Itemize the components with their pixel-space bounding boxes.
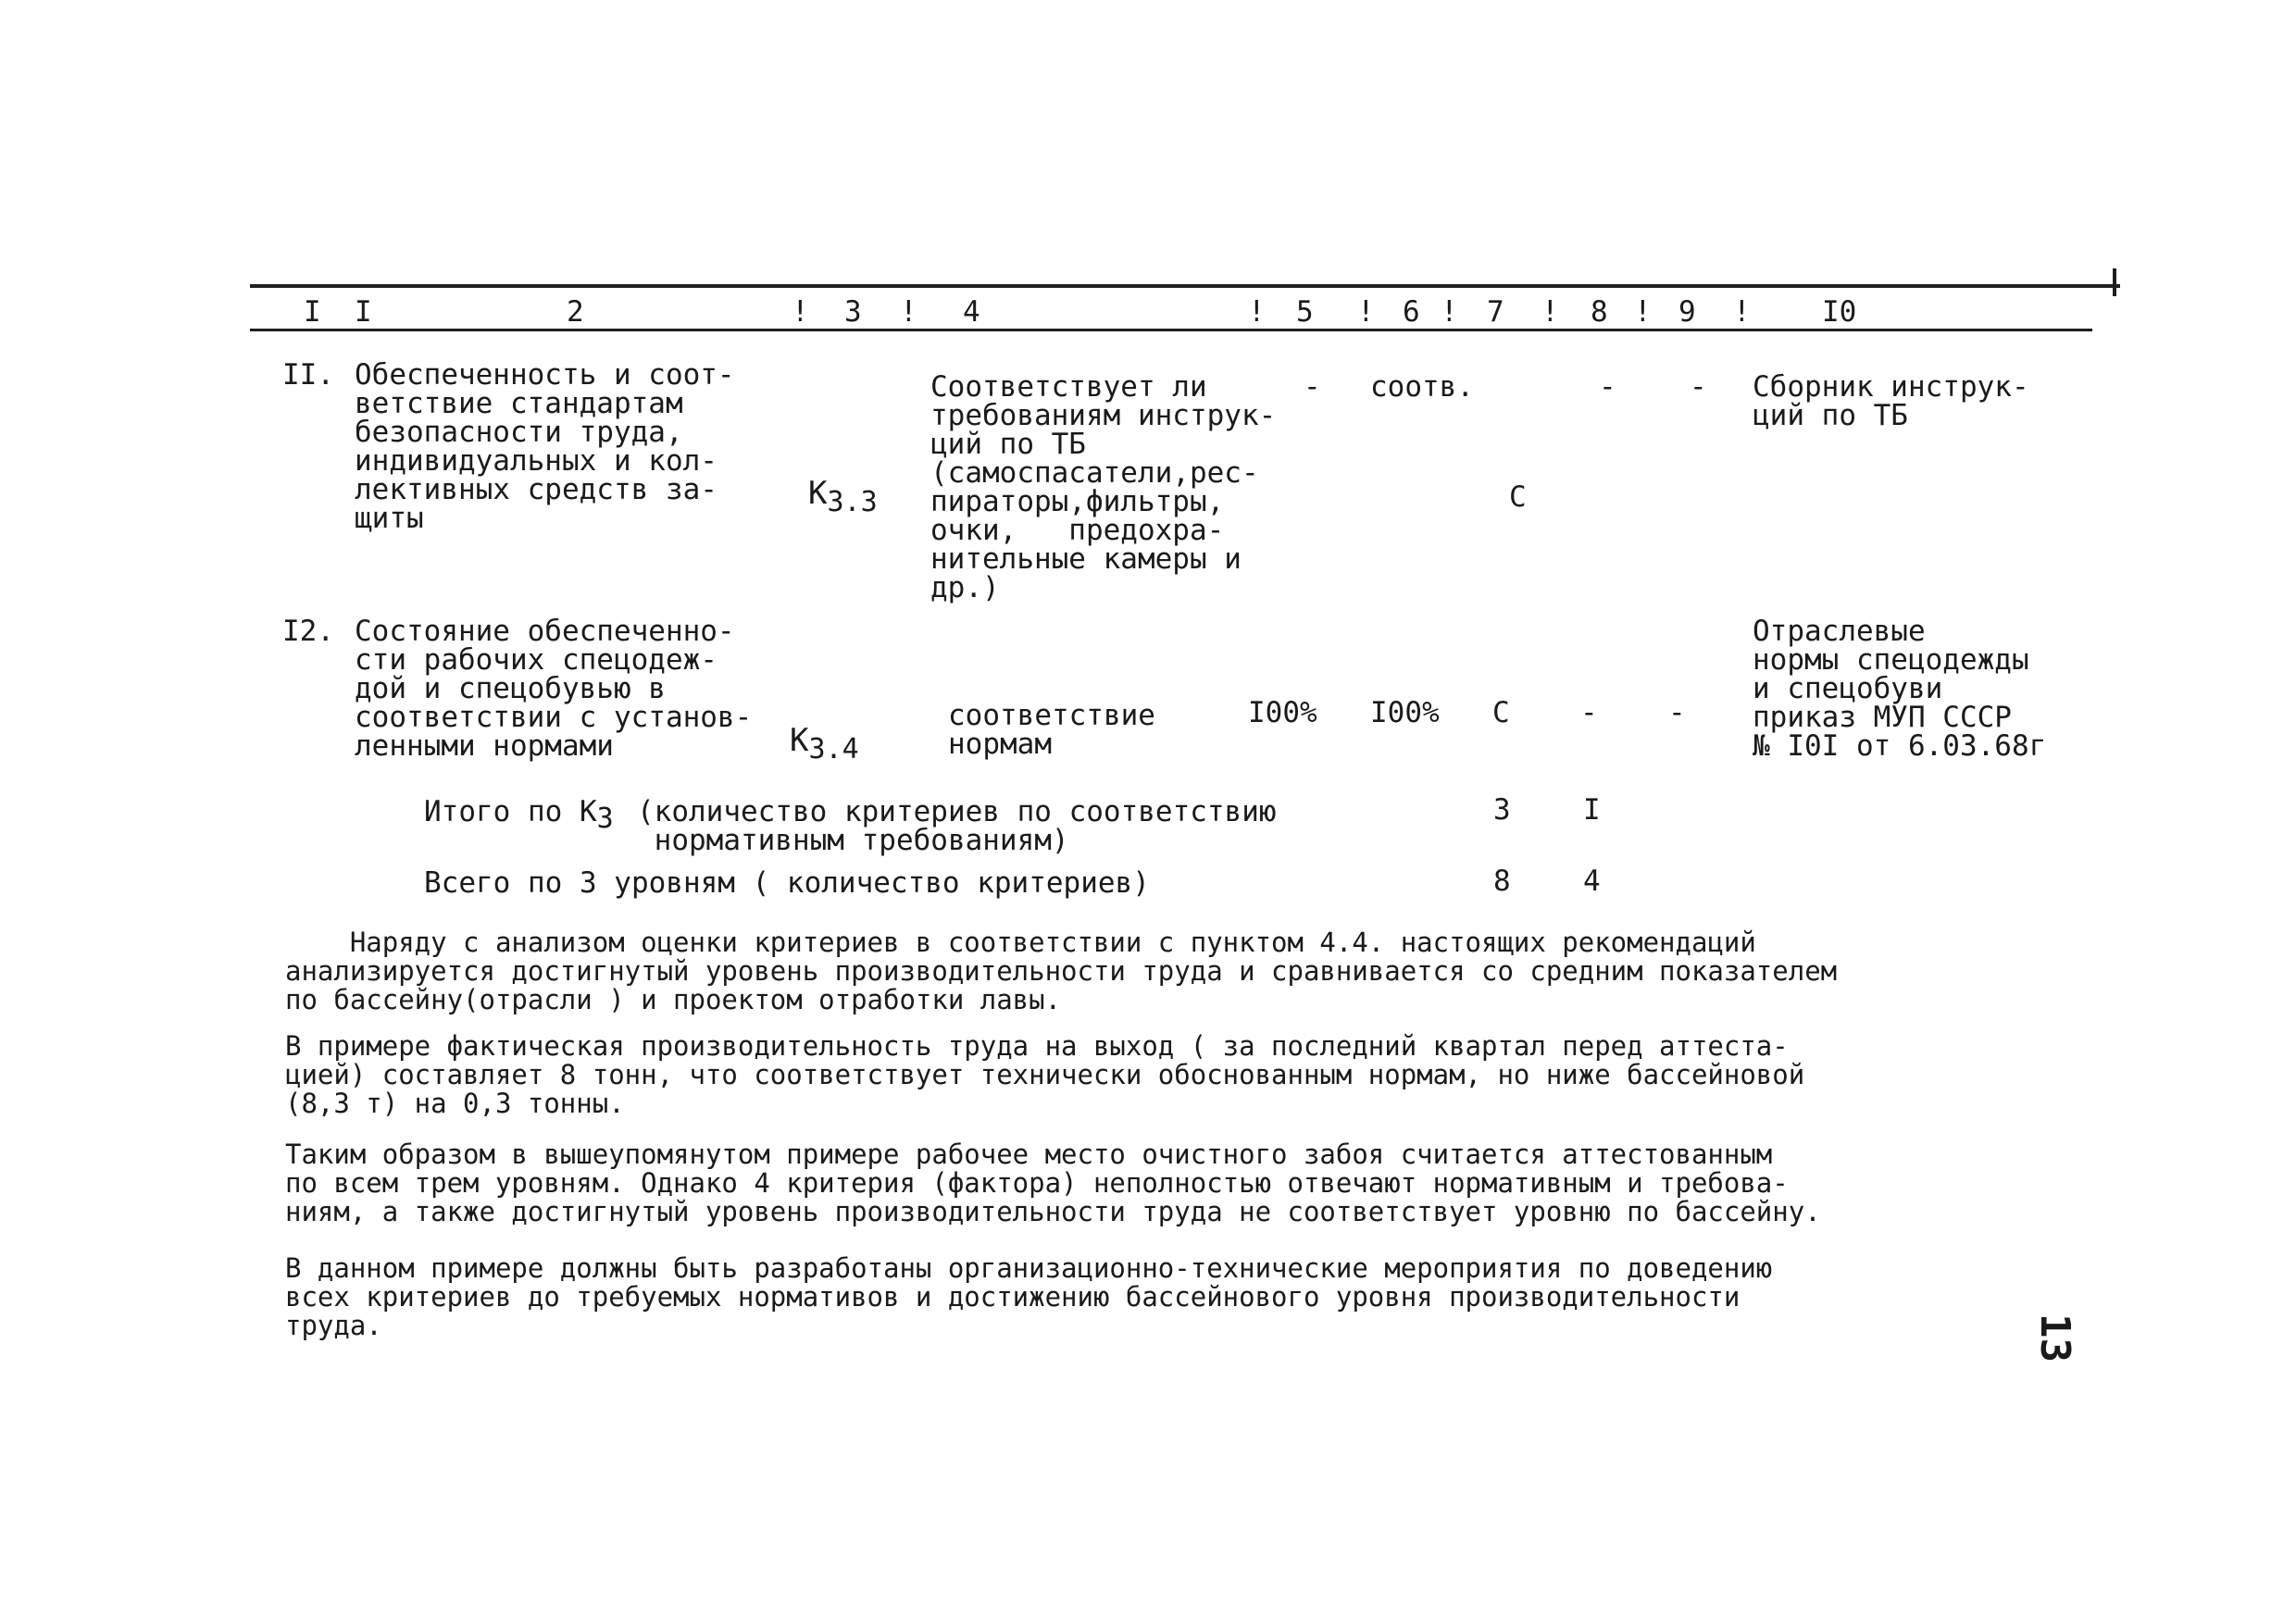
criterion-title: Обеспеченность и соот- ветствие стандартам безопасности труда, индивидуальных и кол- лективных средств за- щиты [355, 358, 735, 535]
col5-value: I00% [1248, 696, 1317, 729]
header-col-8: 8 [1591, 295, 1608, 329]
paragraph: В данном примере должны быть разработаны организационно-технические мероприятия по доведению всех критериев до требуемых нормативов и достижению бассейнового уровня производительности труда. [285, 1252, 1773, 1341]
col8-value: - [1580, 696, 1598, 729]
header-col-2: 2 [567, 295, 584, 329]
coefficient [808, 475, 878, 518]
header-col-4: 4 [963, 295, 980, 329]
coefficient-sub: 3.4 [808, 732, 859, 765]
paragraph: В примере фактическая производительность труда на выход ( за последний квартал перед аттеста- цией) составляет 8 тонн, что соответствует технически обоснованным нормам, но ниже бассейновой (8,3 т) на 0,3 тонны. [285, 1030, 1805, 1119]
header-sep: ! [1733, 295, 1751, 329]
criterion-requirement: Соответствует ли требованиям инструк- ций по ТБ (самоспасатели,рес- пираторы,фильтры, очки, предохра- нительные камеры и др.) [930, 370, 1277, 604]
header-sep: ! [1248, 295, 1266, 329]
paragraph: Таким образом в вышеупомянутом примере рабочее место очистного забоя считается аттестованным по всем трем уровням. Однако 4 критерия (фактора) неполностью отвечают нормативным и требова- ниям, а также достигнутый уровень производительности труда не соответствует уровню по бассейну. [285, 1139, 1821, 1227]
header-col-10: I0 [1822, 295, 1857, 329]
header-sep: ! [1634, 295, 1652, 329]
total-k3-prefix: Итого по К [424, 795, 597, 828]
total-k3-sub: 3 [596, 803, 614, 836]
coefficient-main: К [808, 475, 828, 512]
total-k3-col8: I [1583, 793, 1601, 827]
header-sep: ! [900, 295, 917, 329]
paragraph: Наряду с анализом оценки критериев в соответствии с пунктом 4.4. настоящих рекомендаций анализируется достигнутый уровень производительности труда и сравнивается со средним показателем по бассейну(отрасли ) и проектом отработки лавы. [285, 927, 1838, 1015]
col8-value: - [1599, 370, 1616, 404]
header-col-3: 3 [844, 295, 862, 329]
coefficient-main: К [790, 722, 809, 759]
header-rule [250, 329, 2092, 331]
coefficient [790, 722, 859, 765]
header-col-1: I [304, 295, 321, 329]
col9-value: - [1668, 696, 1686, 729]
top-rule-end [2113, 268, 2116, 296]
header-col-7: 7 [1487, 295, 1504, 329]
total-all-text: Всего по 3 уровням ( количество критериев) [424, 866, 1150, 900]
col9-value: - [1690, 370, 1707, 404]
total-all-col7: 8 [1493, 865, 1511, 898]
row-number: I2. [282, 615, 334, 648]
total-k3-text: (количество критериев по соответствию нормативным требованиям) [637, 795, 1277, 857]
row-number: II. [282, 358, 334, 392]
col6-value: соотв. [1370, 370, 1474, 404]
header-sep: I [355, 295, 372, 329]
col7-value: С [1509, 480, 1527, 514]
source-document: Сборник инструк- ций по ТБ [1753, 370, 2029, 432]
col7-value: С [1492, 696, 1510, 729]
coefficient-sub: 3.3 [827, 485, 878, 518]
col5-value: - [1304, 370, 1321, 404]
header-sep: ! [1441, 295, 1458, 329]
top-rule [250, 284, 2120, 288]
total-k3-col7: 3 [1493, 793, 1511, 827]
criterion-title: Состояние обеспеченно- сти рабочих спецодеж- дой и спецобувью в соответствии с установ- ленными нормами [355, 615, 753, 763]
header-col-5: 5 [1296, 295, 1314, 329]
criterion-requirement: соответствие нормам [948, 699, 1155, 761]
header-col-6: 6 [1403, 295, 1420, 329]
total-k3-label [424, 795, 614, 836]
header-sep: ! [792, 295, 809, 329]
header-col-9: 9 [1678, 295, 1696, 329]
header-sep: ! [1357, 295, 1375, 329]
col6-value: I00% [1370, 696, 1440, 729]
page-number: 13 [2030, 1313, 2078, 1363]
total-all-col8: 4 [1583, 865, 1601, 898]
header-sep: ! [1541, 295, 1559, 329]
source-document: Отраслевые нормы спецодежды и спецобуви приказ МУП СССР № I0I от 6.03.68г [1753, 615, 2047, 763]
